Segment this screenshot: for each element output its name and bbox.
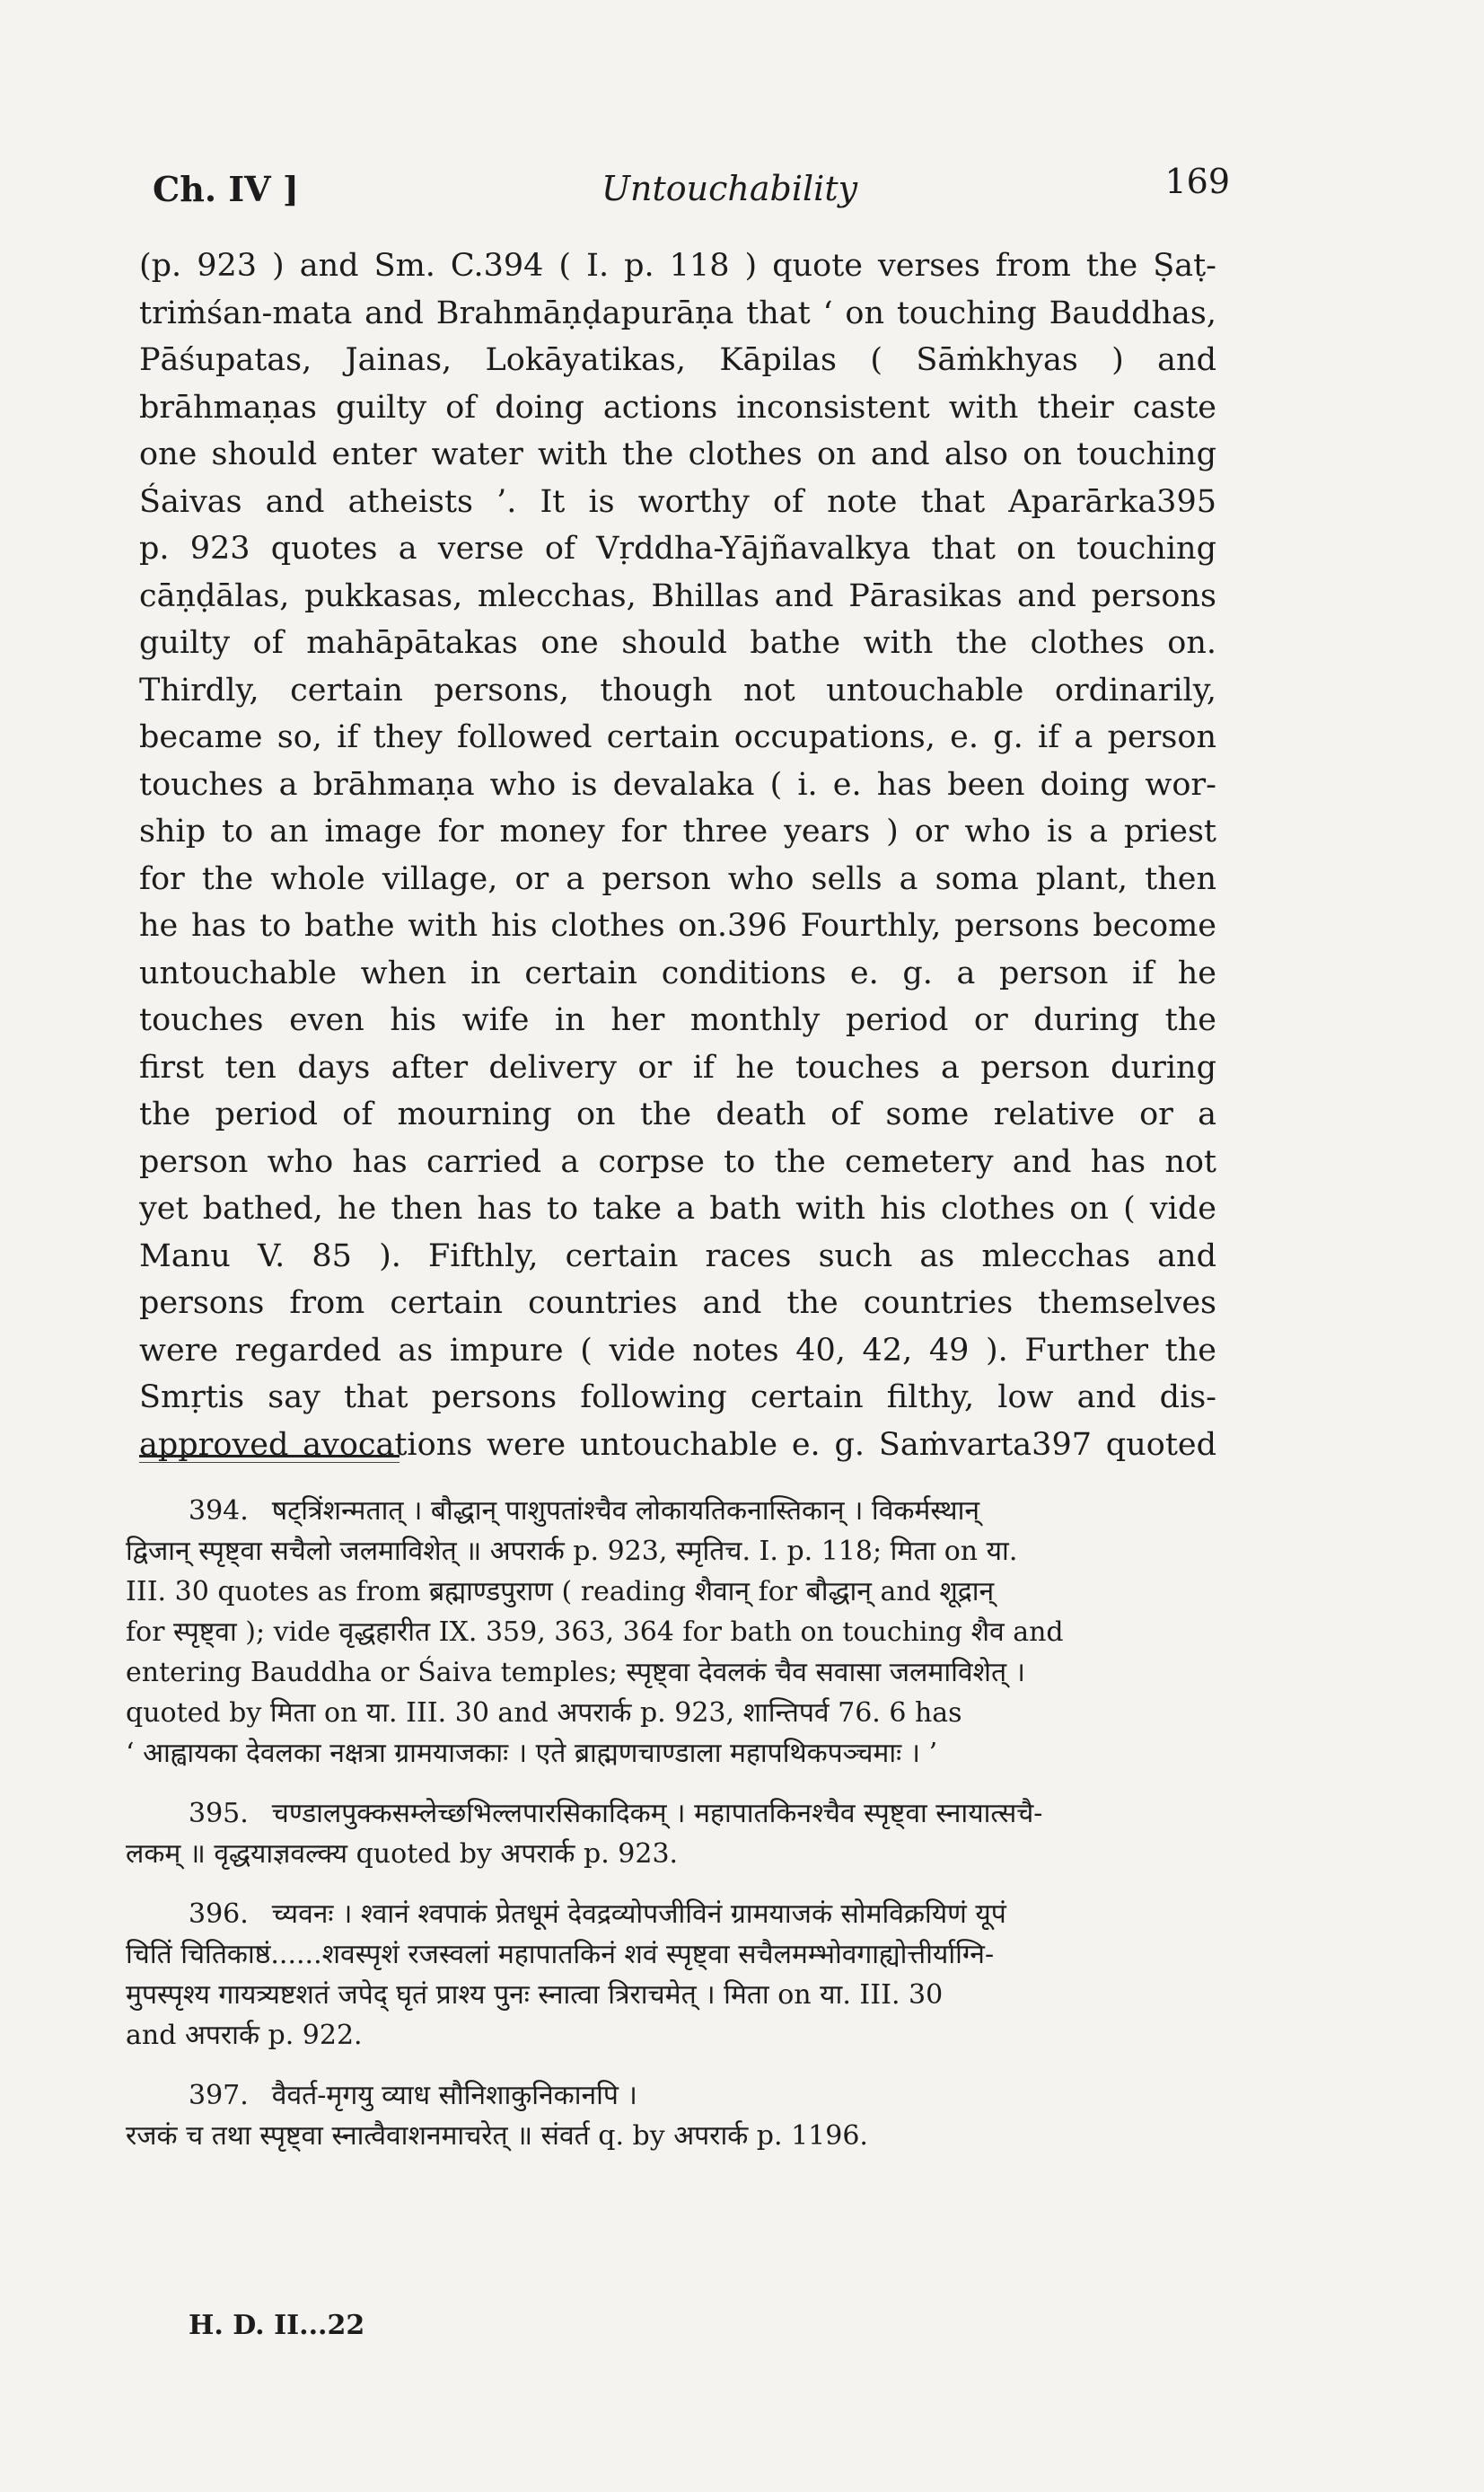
running-title: Untouchability: [602, 169, 858, 208]
footnote: [126, 1894, 1230, 2056]
text-line: cāṇḍālas, pukkasas, mlecchas, Bhillas and Pārasikas and persons: [139, 577, 1216, 614]
text-line: became so, if they followed certain occupations, e. g. if a person: [139, 719, 1216, 755]
footnote-number: 396.: [189, 1898, 249, 1930]
footnote-text: षट्त्रिंशन्मतात् । बौद्धान् पाशुपतांश्चैव लोकायतिकनास्तिकान् । विकर्मस्थान्: [271, 1495, 980, 1527]
text-line: first ten days after delivery or if he touches a person during: [139, 1049, 1216, 1086]
footnote-line: [126, 1491, 1230, 1531]
footnote-line: [126, 2075, 1230, 2116]
text-line: touches a brāhmaṇa who is devalaka ( i. e. has been doing wor-: [139, 766, 1216, 803]
text-line: the period of mourning on the death of some relative or a: [139, 1096, 1216, 1132]
text-line: p. 923 quotes a verse of Vṛddha-Yājñavalkya that on touching: [139, 531, 1216, 567]
footnote-text: च्यवनः । श्वानं श्वपाकं प्रेतधूमं देवद्रव्योपजीविनं ग्रामयाजकं सोमविक्रयिणं यूपं: [271, 1898, 1006, 1930]
footnote-text: द्विजान् स्पृष्ट्वा सचैलो जलमाविशेत् ॥ अपरार्क p. 923, स्मृतिच. I. p. 118; मिता on या.: [126, 1536, 1018, 1567]
footnote-text: लकम् ॥ वृद्धयाज्ञवल्क्य quoted by अपरार्क p. 923.: [126, 1838, 679, 1870]
footnote-number: 394.: [189, 1495, 249, 1527]
footnote-text: III. 30 quotes as from ब्रह्माण्डपुराण ( reading शैवान् for बौद्धान् and शूद्रान्: [126, 1576, 995, 1607]
footnote-rule-thin: [139, 1462, 400, 1463]
footnote-text: चितिं चितिकाष्ठं......शवस्पृशं रजस्वलां महापातकिनं शवं स्पृष्ट्वा सचैलमम्भोवगाह्योत्तीर्याग्नि-: [126, 1939, 995, 1970]
footnote-line: [126, 1531, 1230, 1572]
footnote-number: 397.: [189, 2080, 249, 2111]
footnote-line: [126, 1652, 1230, 1693]
footnotes: [126, 1491, 1230, 2176]
footnote-text: quoted by मिता on या. III. 30 and अपरार्क p. 923, शान्तिपर्व 76. 6 has: [126, 1697, 962, 1729]
text-line: one should enter water with the clothes on and also on touching: [139, 436, 1216, 472]
main-text: [139, 242, 1216, 1468]
footnote-text: रजकं च तथा स्पृष्ट्वा स्नात्वैवाशनमाचरेत् ॥ संवर्त q. by अपरार्क p. 1196.: [126, 2120, 868, 2152]
text-line: yet bathed, he then has to take a bath with his clothes on ( vide: [139, 1191, 1216, 1227]
page-number: 169: [1164, 162, 1230, 201]
text-line: person who has carried a corpse to the cemetery and has not: [139, 1143, 1216, 1180]
text-line: Pāśupatas, Jainas, Lokāyatikas, Kāpilas ( Sāṁkhyas ) and: [139, 342, 1216, 378]
text-line: Manu V. 85 ). Fifthly, certain races such as mlecchas and: [139, 1237, 1216, 1274]
footnote-line: [126, 2116, 1230, 2156]
footnote-text: चण्डालपुक्कसम्लेच्छभिल्लपारसिकादिकम् । महापातकिनश्चैव स्पृष्ट्वा स्नायात्सचै-: [271, 1798, 1043, 1829]
text-line: touches even his wife in her monthly period or during the: [139, 1002, 1216, 1038]
text-line: guilty of mahāpātakas one should bathe with the clothes on.: [139, 625, 1216, 661]
footnote: [126, 2075, 1230, 2156]
footnote-line: [126, 1733, 1230, 1774]
text-line: Thirdly, certain persons, though not untouchable ordinarily,: [139, 672, 1216, 709]
running-header: [153, 162, 1230, 216]
footnote-line: [126, 1572, 1230, 1612]
text-line: brāhmaṇas guilty of doing actions inconsistent with their caste: [139, 389, 1216, 426]
text-line: untouchable when in certain conditions e. g. a person if he: [139, 955, 1216, 991]
footnote-text: वैवर्त-मृगयु व्याध सौनिशाकुनिकानपि ।: [271, 2080, 637, 2111]
text-line: were regarded as impure ( vide notes 40, 42, 49 ). Further the: [139, 1332, 1216, 1369]
footnote: [126, 1793, 1230, 1874]
footnote-line: [126, 1834, 1230, 1874]
footnote-text: मुपस्पृश्य गायत्र्यष्टशतं जपेद् घृतं प्राश्य पुनः स्नात्वा त्रिराचमेत् । मिता on या. III. 30: [126, 1979, 944, 2011]
text-line: for the whole village, or a person who sells a soma plant, then: [139, 860, 1216, 897]
footnote-line: [126, 1793, 1230, 1834]
text-line: Śaivas and atheists ’. It is worthy of note that Aparārka395: [139, 483, 1216, 520]
chapter-label: Ch. IV ]: [153, 169, 299, 209]
text-line: (p. 923 ) and Sm. C.394 ( I. p. 118 ) quote verses from the Ṣaṭ-: [139, 248, 1216, 284]
footnote-rule: [139, 1455, 400, 1457]
text-line: Smṛtis say that persons following certain filthy, low and dis-: [139, 1379, 1216, 1415]
footnote-text: entering Bauddha or Śaiva temples; स्पृष्ट्वा देवलकं चैव सवासा जलमाविशेत् ।: [126, 1657, 1025, 1688]
footnote-line: [126, 1612, 1230, 1652]
text-line: persons from certain countries and the countries themselves: [139, 1285, 1216, 1321]
footnote-text: and अपरार्क p. 922.: [126, 2020, 363, 2051]
footnote-line: [126, 1934, 1230, 1975]
text-line: ship to an image for money for three years ) or who is a priest: [139, 814, 1216, 850]
footnote-number: 395.: [189, 1798, 249, 1829]
text-line: approved avocations were untouchable e. g. Saṁvarta397 quoted: [139, 1426, 1216, 1463]
footnote-text: for स्पृष्ट्वा ); vide वृद्धहारीत IX. 359, 363, 364 for bath on touching शैव and: [126, 1616, 1064, 1648]
text-line: triṁśan-mata and Brahmāṇḍapurāṇa that ‘ on touching Bauddhas,: [139, 295, 1216, 331]
footnote: [126, 1491, 1230, 1774]
footnote-line: [126, 1894, 1230, 1934]
text-line: he has to bathe with his clothes on.396 Fourthly, persons become: [139, 908, 1216, 944]
footnote-line: [126, 1693, 1230, 1733]
footnote-line: [126, 2015, 1230, 2056]
footnote-text: ‘ आह्वायका देवलका नक्षत्रा ग्रामयाजकाः । एते ब्राह्मणचाण्डाला महापथिकपञ्चमाः । ’: [126, 1738, 938, 1769]
footnote-line: [126, 1975, 1230, 2015]
signature-mark: H. D. II...22: [189, 2310, 365, 2341]
